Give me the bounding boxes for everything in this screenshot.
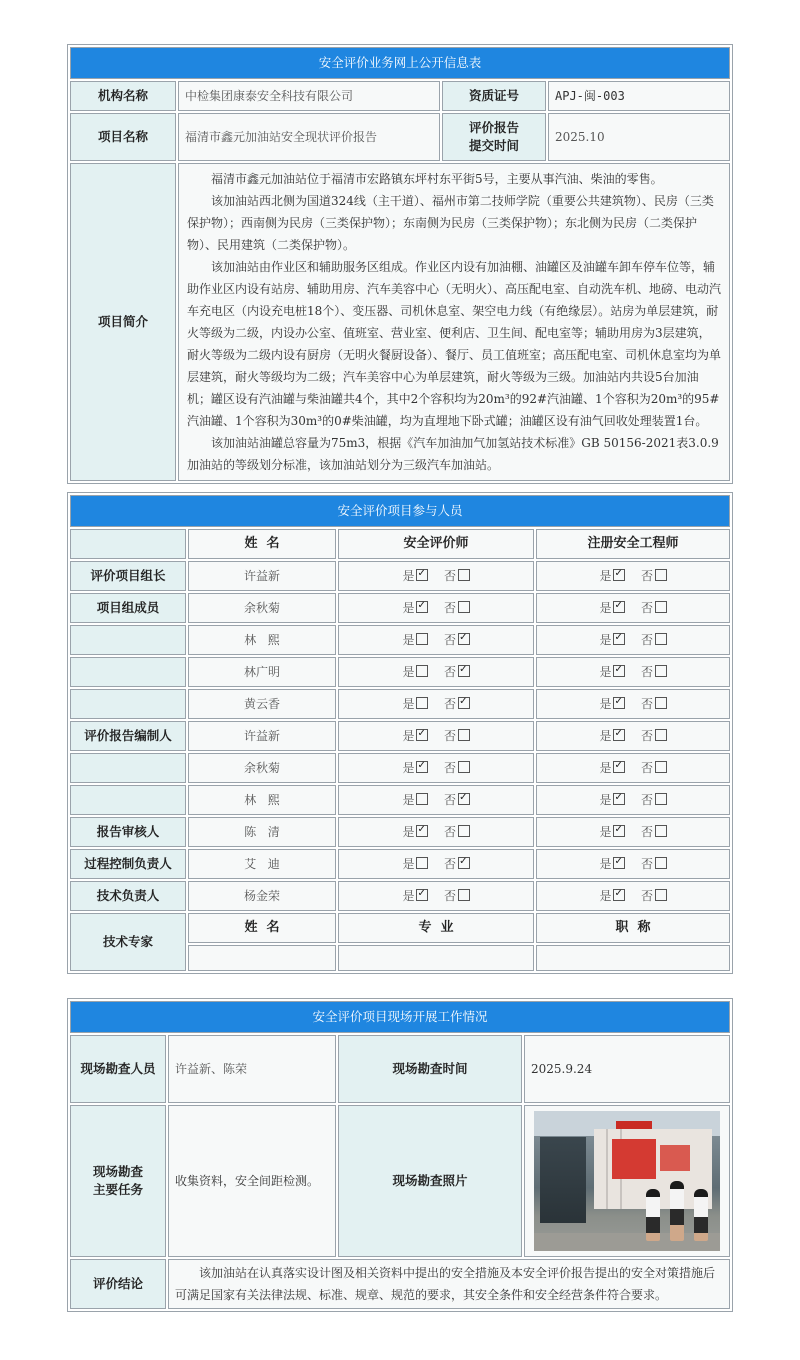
yes-text: 是	[402, 825, 415, 839]
no-checkbox-icon	[458, 857, 470, 869]
staff-name: 林 熙	[188, 785, 336, 815]
engineer-yes-no	[599, 567, 666, 585]
no-text: 否	[641, 569, 654, 583]
engineer-cell	[536, 817, 730, 847]
yes-text: 是	[599, 889, 612, 903]
survey-time-label: 现场勘查时间	[338, 1035, 522, 1103]
staff-name: 余秋菊	[188, 753, 336, 783]
engineer-yes-no	[599, 791, 666, 809]
no-text: 否	[444, 729, 457, 743]
yes-text: 是	[599, 569, 612, 583]
engineer-cell	[536, 625, 730, 655]
intro-label: 项目简介	[70, 163, 176, 481]
yes-checkbox-icon	[613, 889, 625, 901]
evaluator-cell	[338, 561, 534, 591]
no-text: 否	[641, 889, 654, 903]
no-checkbox-icon	[655, 729, 667, 741]
evaluator-cell	[338, 689, 534, 719]
expert-col-title: 职 称	[536, 913, 730, 943]
engineer-cell	[536, 849, 730, 879]
no-text: 否	[641, 633, 654, 647]
evaluator-yes-no	[402, 599, 469, 617]
surveyors-value: 许益新、陈荣	[168, 1035, 336, 1103]
project-value: 福清市鑫元加油站安全现状评价报告	[178, 113, 440, 161]
staff-rows	[70, 561, 730, 911]
no-text: 否	[444, 665, 457, 679]
no-text: 否	[641, 825, 654, 839]
yes-text: 是	[402, 889, 415, 903]
evaluator-yes-no	[402, 727, 469, 745]
photo-cell	[524, 1105, 730, 1257]
no-text: 否	[444, 857, 457, 871]
yes-checkbox-icon	[613, 761, 625, 773]
evaluator-cell	[338, 593, 534, 623]
expert-title-cell	[536, 945, 730, 971]
expert-col-major: 专 业	[338, 913, 534, 943]
yes-text: 是	[402, 601, 415, 615]
no-checkbox-icon	[458, 601, 470, 613]
photo-board	[612, 1139, 656, 1179]
evaluator-cell	[338, 625, 534, 655]
engineer-cell	[536, 753, 730, 783]
staff-role	[70, 753, 186, 783]
staff-role: 报告审核人	[70, 817, 186, 847]
staff-role	[70, 785, 186, 815]
task-value: 收集资料，安全间距检测。	[168, 1105, 336, 1257]
engineer-cell	[536, 593, 730, 623]
staff-role: 过程控制负责人	[70, 849, 186, 879]
staff-row	[70, 817, 730, 847]
col-engineer-header: 注册安全工程师	[536, 529, 730, 559]
info-table-title: 安全评价业务网上公开信息表	[70, 47, 730, 79]
photo-sign	[616, 1121, 652, 1129]
staff-table	[67, 492, 733, 974]
staff-role: 技术负责人	[70, 881, 186, 911]
no-checkbox-icon	[655, 697, 667, 709]
staff-role: 项目组成员	[70, 593, 186, 623]
yes-text: 是	[402, 665, 415, 679]
photo-ground	[534, 1233, 720, 1251]
expert-major-cell	[338, 945, 534, 971]
yes-text: 是	[599, 633, 612, 647]
no-text: 否	[641, 761, 654, 775]
site-photo-icon	[534, 1111, 720, 1251]
evaluator-cell	[338, 753, 534, 783]
org-value: 中检集团康泰安全科技有限公司	[178, 81, 440, 111]
no-checkbox-icon	[655, 857, 667, 869]
yes-checkbox-icon	[613, 697, 625, 709]
evaluator-cell	[338, 881, 534, 911]
survey-time-value: 2025.9.24	[524, 1035, 730, 1103]
surveyors-label: 现场勘查人员	[70, 1035, 166, 1103]
evaluator-cell	[338, 657, 534, 687]
yes-checkbox-icon	[416, 665, 428, 677]
engineer-yes-no	[599, 727, 666, 745]
no-checkbox-icon	[655, 665, 667, 677]
engineer-cell	[536, 657, 730, 687]
staff-role	[70, 657, 186, 687]
no-checkbox-icon	[458, 729, 470, 741]
expert-label: 技术专家	[70, 913, 186, 971]
photo-board2	[660, 1145, 690, 1171]
no-checkbox-icon	[655, 825, 667, 837]
staff-name: 余秋菊	[188, 593, 336, 623]
no-text: 否	[444, 697, 457, 711]
no-checkbox-icon	[458, 889, 470, 901]
no-text: 否	[444, 889, 457, 903]
no-checkbox-icon	[655, 761, 667, 773]
yes-text: 是	[599, 601, 612, 615]
intro-paragraph: 福清市鑫元加油站位于福清市宏路镇东坪村东平街5号，主要从事汽油、柴油的零售。	[211, 172, 663, 186]
task-label-line1: 现场勘查	[92, 1164, 143, 1179]
photo-person	[694, 1189, 708, 1241]
yes-text: 是	[402, 761, 415, 775]
yes-checkbox-icon	[416, 825, 428, 837]
no-checkbox-icon	[458, 665, 470, 677]
evaluator-cell	[338, 785, 534, 815]
yes-checkbox-icon	[416, 601, 428, 613]
staff-role: 评价报告编制人	[70, 721, 186, 751]
engineer-yes-no	[599, 631, 666, 649]
staff-name: 艾 迪	[188, 849, 336, 879]
photo-person	[646, 1189, 660, 1241]
engineer-yes-no	[599, 887, 666, 905]
engineer-yes-no	[599, 663, 666, 681]
site-table	[67, 998, 733, 1312]
cert-value: APJ-闽-003	[548, 81, 730, 111]
staff-row	[70, 721, 730, 751]
engineer-cell	[536, 881, 730, 911]
staff-name: 林广明	[188, 657, 336, 687]
no-checkbox-icon	[655, 889, 667, 901]
engineer-yes-no	[599, 695, 666, 713]
yes-checkbox-icon	[613, 601, 625, 613]
col-evaluator-header: 安全评价师	[338, 529, 534, 559]
evaluator-cell	[338, 817, 534, 847]
staff-row	[70, 561, 730, 591]
evaluator-yes-no	[402, 887, 469, 905]
staff-role	[70, 689, 186, 719]
yes-checkbox-icon	[416, 889, 428, 901]
evaluator-yes-no	[402, 631, 469, 649]
no-text: 否	[641, 793, 654, 807]
no-checkbox-icon	[458, 793, 470, 805]
yes-text: 是	[599, 697, 612, 711]
evaluator-yes-no	[402, 695, 469, 713]
col-name-header: 姓 名	[188, 529, 336, 559]
yes-checkbox-icon	[613, 633, 625, 645]
no-checkbox-icon	[458, 825, 470, 837]
evaluator-yes-no	[402, 823, 469, 841]
no-text: 否	[641, 857, 654, 871]
task-label-line2: 主要任务	[92, 1182, 143, 1197]
project-label: 项目名称	[70, 113, 176, 161]
staff-row	[70, 849, 730, 879]
staff-row	[70, 753, 730, 783]
yes-checkbox-icon	[416, 729, 428, 741]
evaluator-cell	[338, 849, 534, 879]
yes-text: 是	[402, 697, 415, 711]
yes-text: 是	[402, 729, 415, 743]
staff-role: 评价项目组长	[70, 561, 186, 591]
submit-date-label	[442, 113, 546, 161]
no-text: 否	[641, 665, 654, 679]
no-checkbox-icon	[458, 697, 470, 709]
yes-text: 是	[599, 665, 612, 679]
yes-text: 是	[402, 793, 415, 807]
staff-name: 林 熙	[188, 625, 336, 655]
no-text: 否	[444, 761, 457, 775]
intro-paragraph: 该加油站西北侧为国道324线（主干道）、福州市第二技师学院（重要公共建筑物）、民房（三类保护物）；西南侧为民房（三类保护物）；东南侧为民房（三类保护物）；东北侧为民房（二类保护物）、民用建筑（二类保护物）。	[187, 194, 714, 252]
no-checkbox-icon	[458, 761, 470, 773]
staff-name: 陈 清	[188, 817, 336, 847]
intro-paragraph: 该加油站油罐总容量为75m3，根据《汽车加油加气加氢站技术标准》GB 50156-2021表3.0.9加油站的等级划分标准，该加油站划分为三级汽车加油站。	[187, 436, 719, 472]
org-label: 机构名称	[70, 81, 176, 111]
staff-row	[70, 593, 730, 623]
evaluator-yes-no	[402, 759, 469, 777]
intro-paragraph: 该加油站由作业区和辅助服务区组成。作业区内设有加油棚、油罐区及油罐车卸车停车位等，辅助作业区内设有站房、辅助用房、汽车美容中心（无明火）、高压配电室、自动洗车机、地磅、电动汽车充电区（内设充电桩18个）、变压器、司机休息室、架空电力线（有绝缘层）。站房为单层建筑，耐火等级为二级，内设办公室、值班室、营业室、便利店、卫生间、配电室等；辅助用房为3层建筑，耐火等级为二级内设有厨房（无明火餐厨设备）、餐厅、员工值班室；高压配电室、司机休息室均为单层建筑，耐火等级均为二级；汽车美容中心为单层建筑，耐火等级为三级。加油站内共设5台加油机；罐区设有汽油罐与柴油罐共4个，其中2个容积均为20m³的92#汽油罐、1个容积为20m³的95#汽油罐、1个容积为30m³的0#柴油罐，均为直埋地下卧式罐；油罐区设有油气回收处理装置1台。	[187, 260, 722, 428]
engineer-cell	[536, 561, 730, 591]
no-text: 否	[444, 793, 457, 807]
staff-row	[70, 881, 730, 911]
evaluator-yes-no	[402, 663, 469, 681]
staff-role	[70, 625, 186, 655]
conclusion-value: 该加油站在认真落实设计图及相关资料中提出的安全措施及本安全评价报告提出的安全对策措施后可满足国家有关法律法规、标准、规章、规范的要求，其安全条件和安全经营条件符合要求。	[168, 1259, 730, 1309]
expert-col-name: 姓 名	[188, 913, 336, 943]
yes-checkbox-icon	[416, 761, 428, 773]
yes-text: 是	[402, 857, 415, 871]
conclusion-label: 评价结论	[70, 1259, 166, 1309]
staff-name: 许益新	[188, 561, 336, 591]
staff-row	[70, 657, 730, 687]
task-label	[70, 1105, 166, 1257]
no-checkbox-icon	[655, 601, 667, 613]
submit-date-value: 2025.10	[548, 113, 730, 161]
no-text: 否	[641, 729, 654, 743]
staff-name: 许益新	[188, 721, 336, 751]
no-text: 否	[444, 825, 457, 839]
engineer-cell	[536, 689, 730, 719]
engineer-yes-no	[599, 855, 666, 873]
yes-checkbox-icon	[613, 569, 625, 581]
staff-row	[70, 625, 730, 655]
site-table-title: 安全评价项目现场开展工作情况	[70, 1001, 730, 1033]
yes-checkbox-icon	[613, 825, 625, 837]
evaluator-yes-no	[402, 567, 469, 585]
yes-checkbox-icon	[613, 729, 625, 741]
staff-row	[70, 689, 730, 719]
header-blank-cell	[70, 529, 186, 559]
photo-label: 现场勘查照片	[338, 1105, 522, 1257]
yes-checkbox-icon	[416, 793, 428, 805]
engineer-yes-no	[599, 599, 666, 617]
info-table	[67, 44, 733, 484]
no-text: 否	[444, 569, 457, 583]
yes-text: 是	[402, 569, 415, 583]
no-checkbox-icon	[655, 633, 667, 645]
yes-text: 是	[599, 793, 612, 807]
no-checkbox-icon	[655, 793, 667, 805]
yes-text: 是	[599, 825, 612, 839]
engineer-cell	[536, 785, 730, 815]
evaluator-yes-no	[402, 855, 469, 873]
no-checkbox-icon	[458, 633, 470, 645]
yes-text: 是	[599, 857, 612, 871]
yes-text: 是	[599, 761, 612, 775]
yes-text: 是	[599, 729, 612, 743]
staff-name: 黄云香	[188, 689, 336, 719]
yes-checkbox-icon	[613, 665, 625, 677]
no-text: 否	[444, 633, 457, 647]
yes-text: 是	[402, 633, 415, 647]
evaluator-yes-no	[402, 791, 469, 809]
no-checkbox-icon	[655, 569, 667, 581]
yes-checkbox-icon	[416, 857, 428, 869]
yes-checkbox-icon	[416, 633, 428, 645]
staff-row	[70, 785, 730, 815]
staff-table-title: 安全评价项目参与人员	[70, 495, 730, 527]
engineer-yes-no	[599, 759, 666, 777]
cert-label: 资质证号	[442, 81, 546, 111]
no-checkbox-icon	[458, 569, 470, 581]
expert-name-cell	[188, 945, 336, 971]
engineer-cell	[536, 721, 730, 751]
yes-checkbox-icon	[613, 793, 625, 805]
no-text: 否	[444, 601, 457, 615]
no-text: 否	[641, 697, 654, 711]
yes-checkbox-icon	[416, 697, 428, 709]
staff-name: 杨金荣	[188, 881, 336, 911]
evaluator-cell	[338, 721, 534, 751]
yes-checkbox-icon	[416, 569, 428, 581]
engineer-yes-no	[599, 823, 666, 841]
intro-text	[178, 163, 730, 481]
submit-date-label-line2: 提交时间	[468, 138, 519, 153]
photo-door	[540, 1137, 586, 1223]
no-text: 否	[641, 601, 654, 615]
submit-date-label-line1: 评价报告	[468, 120, 519, 135]
yes-checkbox-icon	[613, 857, 625, 869]
photo-person	[670, 1181, 684, 1241]
